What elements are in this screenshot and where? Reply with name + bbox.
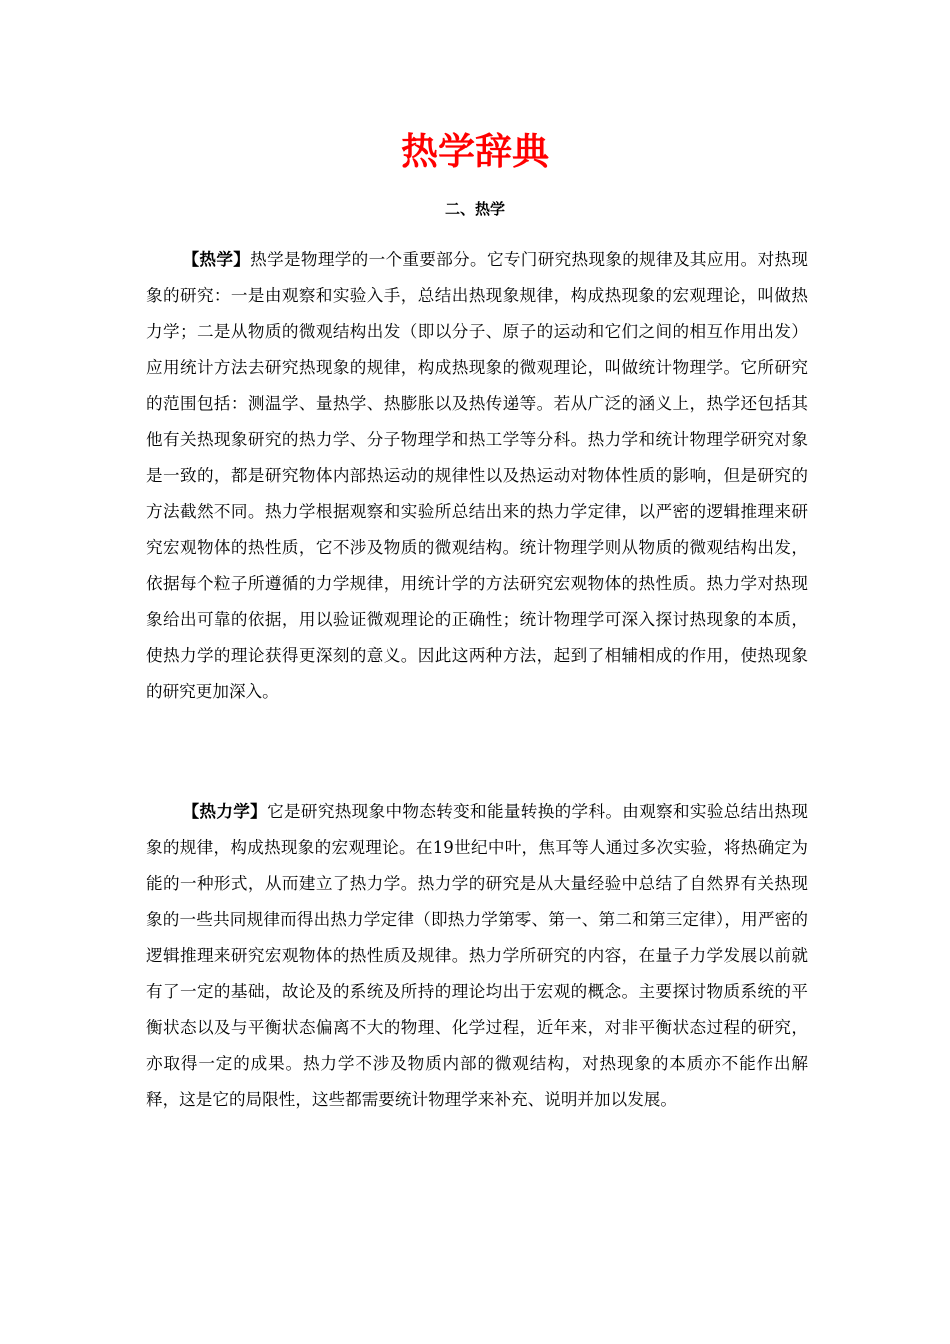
entry-paragraph-heat-science [146, 242, 808, 710]
entry-term: 【热学】 [182, 250, 251, 269]
section-heading: 二、热学 [444, 200, 505, 218]
entry-paragraph-thermodynamics [146, 794, 808, 1118]
entry-text: 它是研究热现象中物态转变和能量转换的学科。由观察和实验总结出热现象的规律，构成热现象的宏观理论。在19世纪中叶，焦耳等人通过多次实验，将热确定为能的一种形式，从而建立了热力学。热力学的研究是从大量经验中总结了自然界有关热现象的一些共同规律而得出热力学定律（即热力学第零、第一、第二和第三定律），用严密的逻辑推理来研究宏观物体的热性质及规律。热力学所研究的内容，在量子力学发展以前就有了一定的基础，故论及的系统及所持的理论均出于宏观的概念。主要探讨物质系统的平衡状态以及与平衡状态偏离不大的物理、化学过程，近年来，对非平衡状态过程的研究，亦取得一定的成果。热力学不涉及物质内部的微观结构，对热现象的本质亦不能作出解释，这是它的局限性，这些都需要统计物理学来补充、说明并加以发展。 [146, 802, 809, 1109]
entry-text: 热学是物理学的一个重要部分。它专门研究热现象的规律及其应用。对热现象的研究：一是由观察和实验入手，总结出热现象规律，构成热现象的宏观理论，叫做热力学；二是从物质的微观结构出发（即以分子、原子的运动和它们之间的相互作用出发）应用统计方法去研究热现象的规律，构成热现象的微观理论，叫做统计物理学。它所研究的范围包括：测温学、量热学、热膨胀以及热传递等。若从广泛的涵义上，热学还包括其他有关热现象研究的热力学、分子物理学和热工学等分科。热力学和统计物理学研究对象是一致的，都是研究物体内部热运动的规律性以及热运动对物体性质的影响，但是研究的方法截然不同。热力学根据观察和实验所总结出来的热力学定律，以严密的逻辑推理来研究宏观物体的热性质，它不涉及物质的微观结构。统计物理学则从物质的微观结构出发，依据每个粒子所遵循的力学规律，用统计学的方法研究宏观物体的热性质。热力学对热现象给出可靠的依据，用以验证微观理论的正确性；统计物理学可深入探讨热现象的本质，使热力学的理论获得更深刻的意义。因此这两种方法，起到了相辅相成的作用，使热现象的研究更加深入。 [146, 250, 808, 701]
entry-term: 【热力学】 [182, 802, 268, 821]
document-title: 热学辞典 [401, 129, 549, 173]
